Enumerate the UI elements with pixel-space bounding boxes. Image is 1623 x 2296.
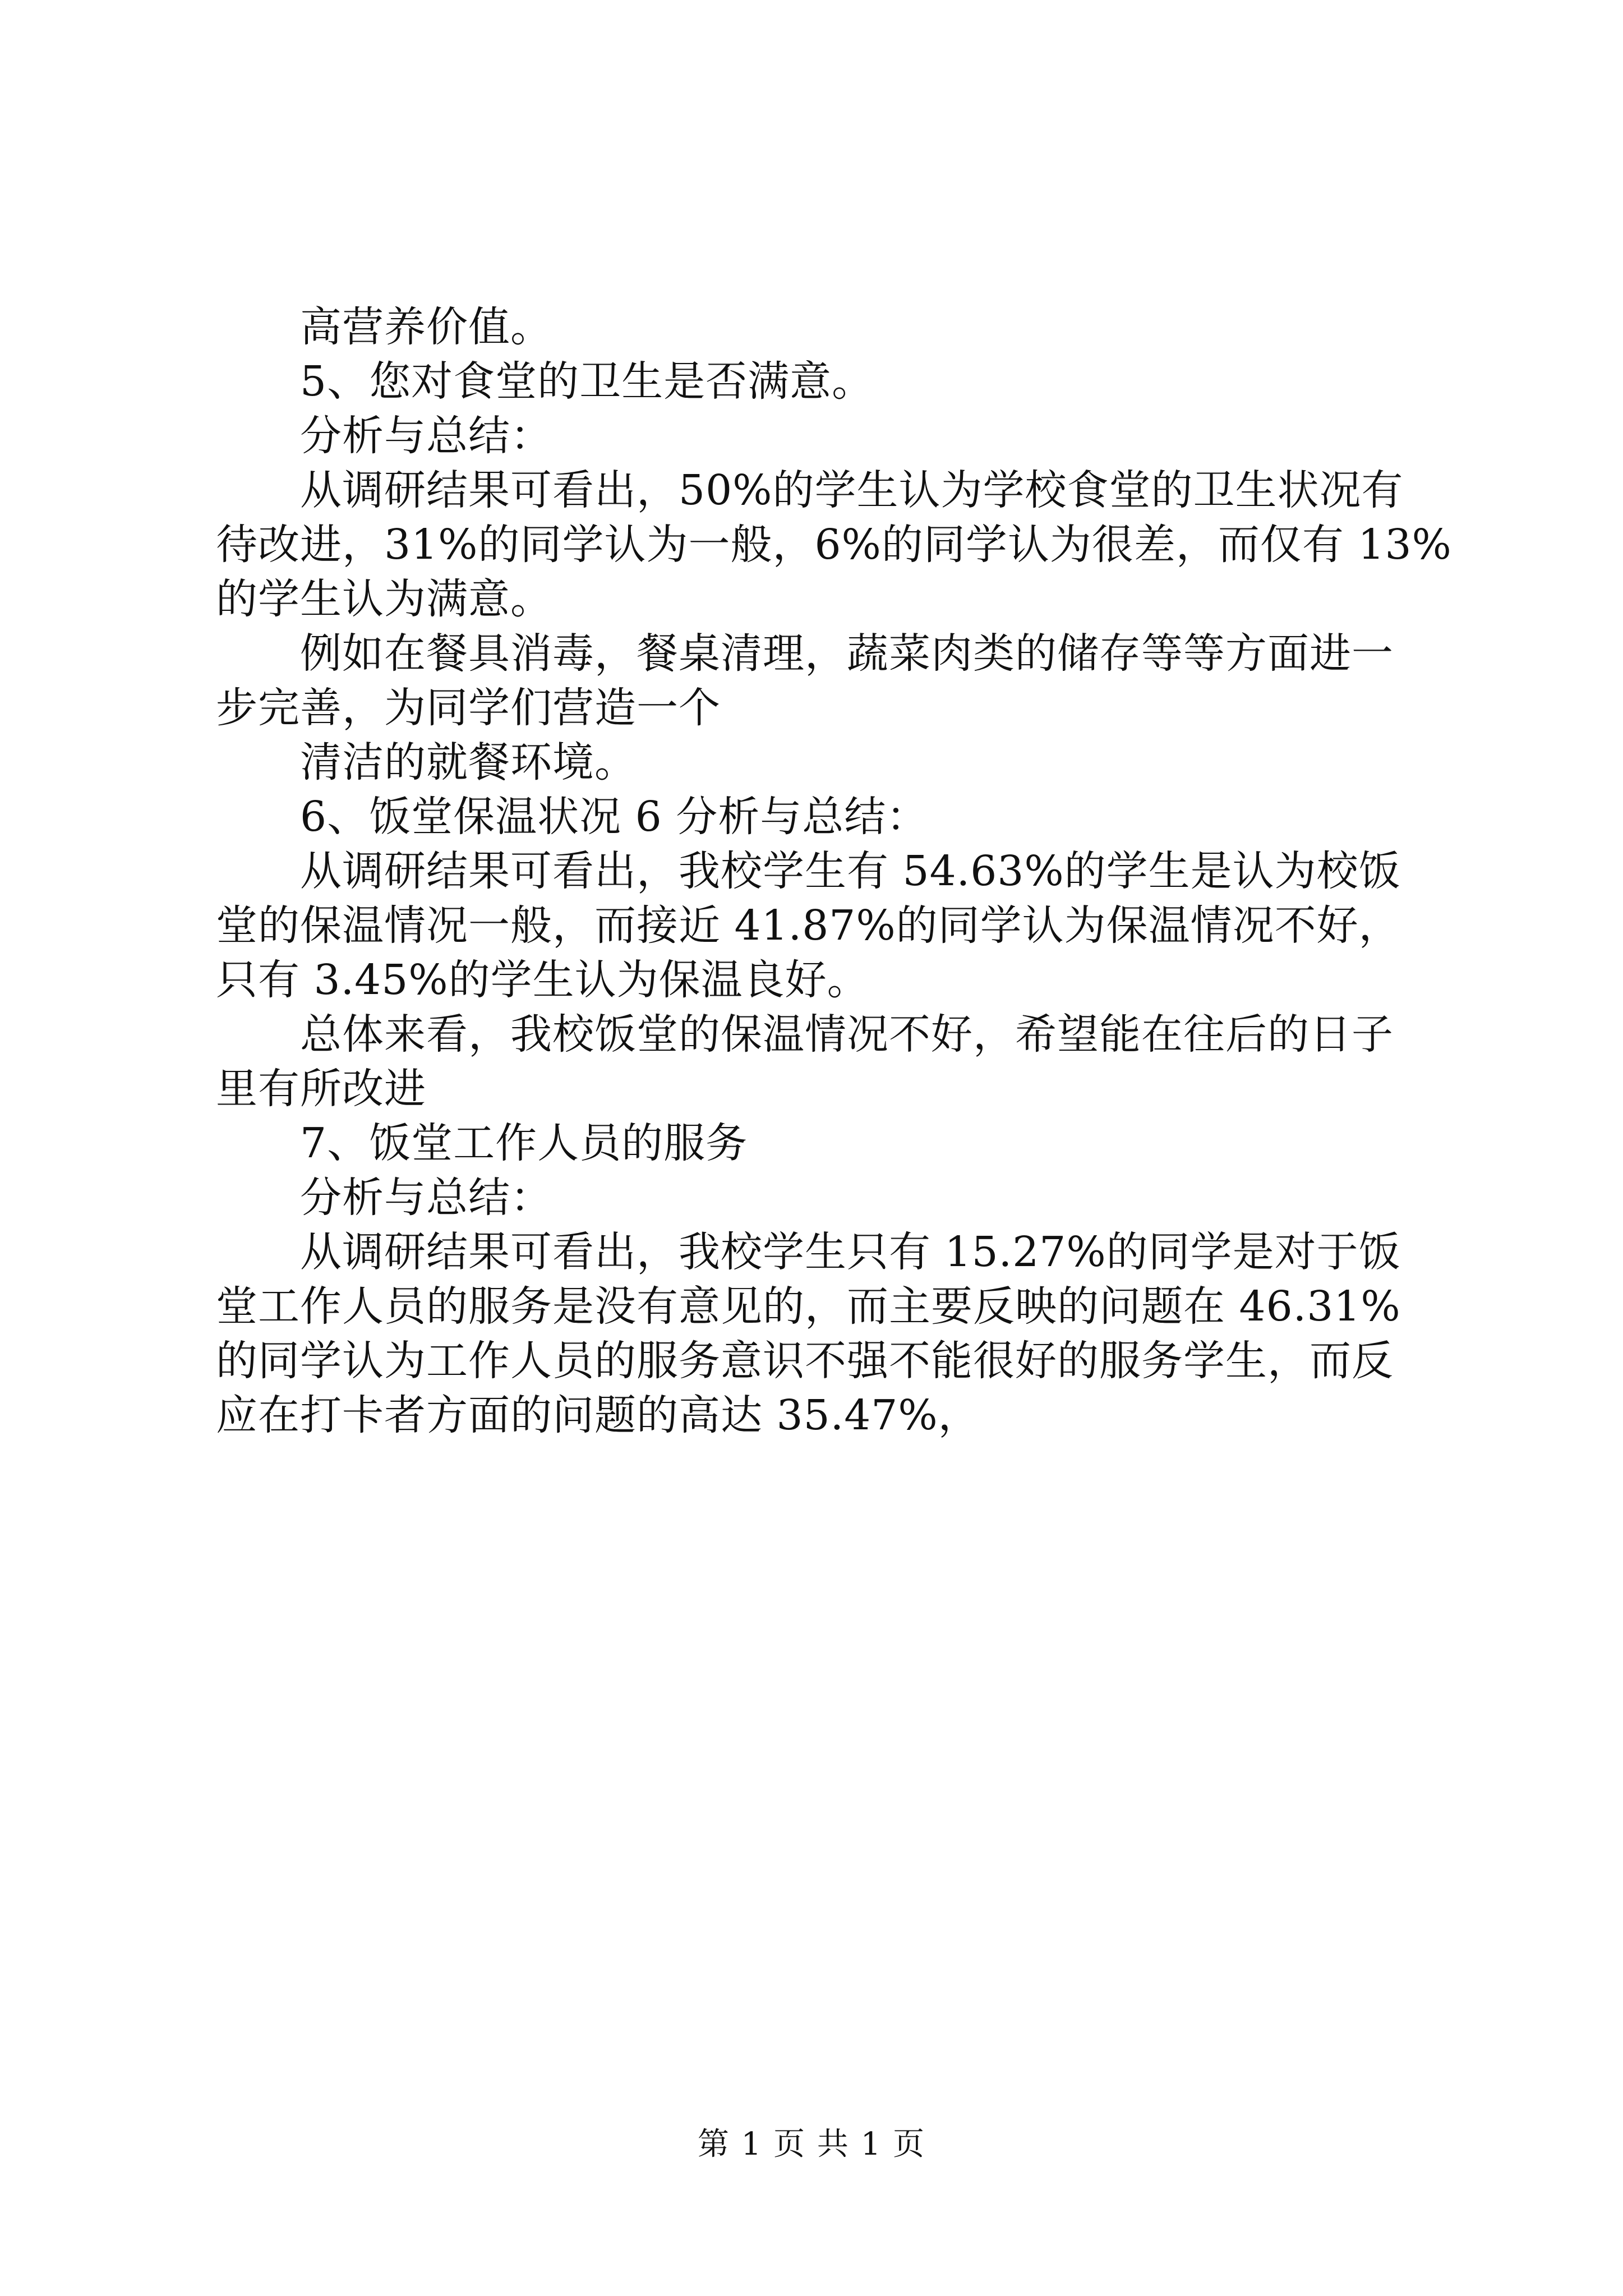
text-line: 高营养价值。 — [300, 303, 552, 351]
text-line: 步完善，为同学们营造一个 — [216, 684, 721, 732]
text-line: 从调研结果可看出，50%的学生认为学校食堂的卫生状况有 — [300, 466, 1404, 514]
text-line: 例如在餐具消毒，餐桌清理，蔬菜肉类的储存等等方面进一 — [300, 629, 1394, 678]
text-line: 应在打卡者方面的问题的高达 35.47%， — [216, 1391, 980, 1439]
section-heading-5: 5、您对食堂的卫生是否满意。 — [300, 357, 874, 406]
analysis-heading: 分析与总结： — [300, 412, 552, 460]
text-line: 从调研结果可看出，我校学生有 54.63%的学生是认为校饭 — [300, 847, 1401, 895]
text-line: 总体来看，我校饭堂的保温情况不好，希望能在往后的日子 — [300, 1010, 1394, 1059]
text-line: 只有 3.45%的学生认为保温良好。 — [216, 956, 869, 1004]
text-line: 清洁的就餐环境。 — [300, 738, 637, 786]
text-line: 待改进，31%的同学认为一般，6%的同学认为很差，而仅有 13% — [216, 521, 1452, 569]
section-heading-6: 6、饭堂保温状况 6 分析与总结： — [300, 793, 929, 841]
text-line: 堂工作人员的服务是没有意见的，而主要反映的问题在 46.31% — [216, 1282, 1401, 1331]
section-heading-7: 7、饭堂工作人员的服务 — [300, 1119, 748, 1167]
analysis-heading: 分析与总结： — [300, 1174, 552, 1222]
document-body — [216, 300, 1452, 1443]
text-line: 堂的保温情况一般，而接近 41.87%的同学认为保温情况不好， — [216, 901, 1401, 950]
page-footer: 第 1 页 共 1 页 — [697, 2126, 926, 2162]
text-line: 里有所改进 — [216, 1065, 426, 1113]
text-line: 的同学认为工作人员的服务意识不强不能很好的服务学生，而反 — [216, 1337, 1394, 1385]
text-line: 从调研结果可看出，我校学生只有 15.27%的同学是对于饭 — [300, 1228, 1401, 1276]
text-line: 的学生认为满意。 — [216, 575, 552, 623]
